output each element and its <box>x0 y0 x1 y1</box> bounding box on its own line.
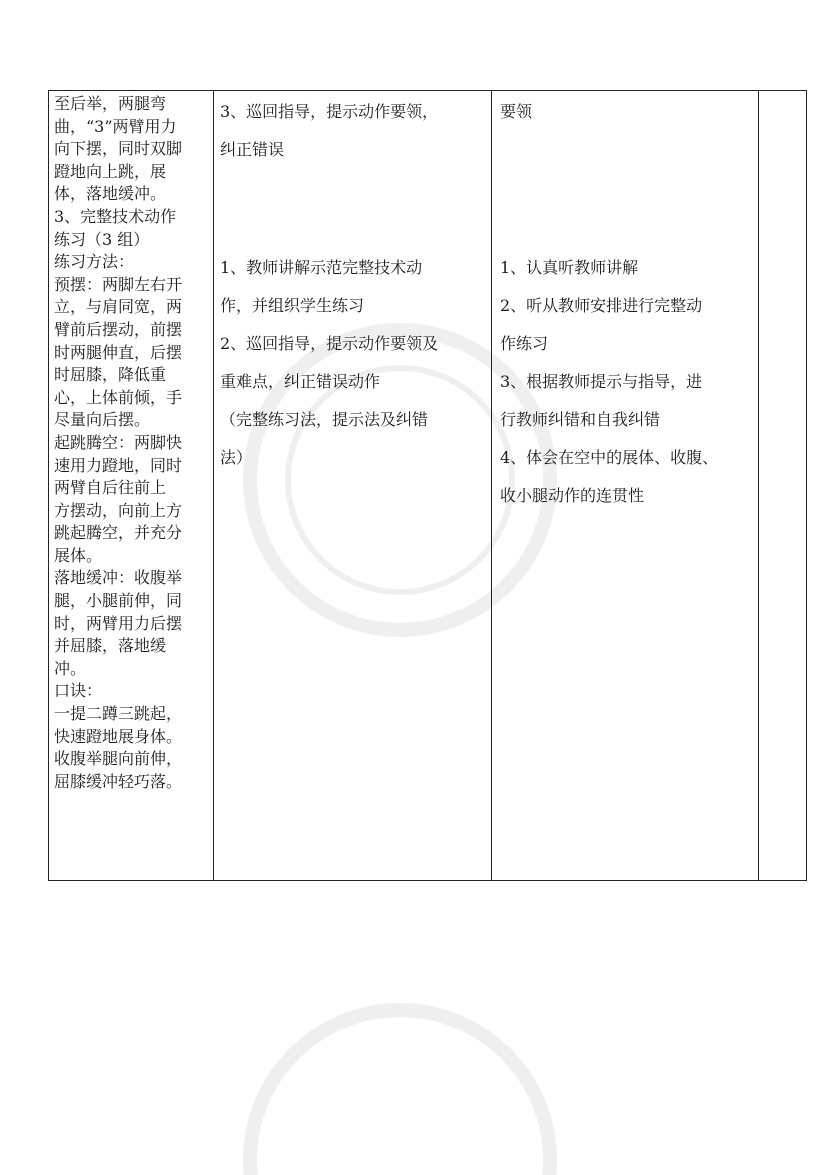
text-line: 两臂自后往前上 <box>54 478 167 498</box>
text-line: 时两腿伸直，后摆 <box>54 342 183 362</box>
text-line: 3、巡回指导，提示动作要领， <box>220 102 439 121</box>
text-line: 展体。 <box>54 545 103 565</box>
text-line: 体，落地缓冲。 <box>54 184 167 204</box>
text-line: 收腹举腿向前伸， <box>54 749 183 769</box>
text-line: 作练习 <box>500 334 549 353</box>
text-line: 1、认真听教师讲解 <box>500 258 639 277</box>
text-line: 屈膝缓冲轻巧落。 <box>54 771 183 791</box>
student-activity-text <box>492 91 758 515</box>
text-line: 练习（3 组） <box>54 229 150 249</box>
text-line: 3、根据教师提示与指导，进 <box>500 372 703 391</box>
method-text <box>49 91 213 793</box>
text-line: 口诀： <box>54 681 103 701</box>
text-line: 作，并组织学生练习 <box>220 296 365 315</box>
text-line: 方摆动，向前上方 <box>54 500 183 520</box>
text-line: 尽量向后摆。 <box>54 410 151 430</box>
student-block-2 <box>500 249 754 515</box>
watermark-ring-bottom <box>189 949 610 1175</box>
text-line: 快速蹬地展身体。 <box>54 726 183 746</box>
text-line: 收小腿动作的连贯性 <box>500 486 645 505</box>
text-line: 曲，“3”两臂用力 <box>54 116 177 136</box>
text-line: 1、教师讲解示范完整技术动 <box>220 258 423 277</box>
teacher-activity-text <box>214 91 491 477</box>
text-line: 法） <box>220 448 253 467</box>
text-line: 2、巡回指导，提示动作要领及 <box>220 334 439 353</box>
text-line: 时，两臂用力后摆 <box>54 613 183 633</box>
text-line: 起跳腾空：两脚快 <box>54 432 183 452</box>
text-line: 4、体会在空中的展体、收腹、 <box>500 448 719 467</box>
text-line: 至后举，两腿弯 <box>54 94 167 113</box>
text-line: 重难点，纠正错误动作 <box>220 372 381 391</box>
teacher-block-1 <box>220 91 485 169</box>
text-line: 时屈膝，降低重 <box>54 365 167 385</box>
text-line: 纠正错误 <box>220 140 285 159</box>
teacher-block-2 <box>220 249 485 477</box>
text-line: 行教师纠错和自我纠错 <box>500 410 661 429</box>
text-line: 立，与肩同宽，两 <box>54 297 183 317</box>
text-line: 心，上体前倾，手 <box>54 387 183 407</box>
text-line: （完整练习法，提示法及纠错 <box>220 410 429 429</box>
lesson-table <box>48 90 807 881</box>
method-cell <box>49 91 214 881</box>
student-activity-cell <box>492 91 759 881</box>
text-line: 3、完整技术动作 <box>54 206 177 226</box>
notes-cell <box>759 91 807 881</box>
text-line: 并屈膝，落地缓 <box>54 636 167 656</box>
text-line: 练习方法： <box>54 252 135 272</box>
text-line: 速用力蹬地，同时 <box>54 455 183 475</box>
student-block-1 <box>500 91 754 131</box>
text-line: 要领 <box>500 102 533 121</box>
text-line: 预摆：两脚左右开 <box>54 274 183 294</box>
text-line: 跳起腾空，并充分 <box>54 523 183 543</box>
text-line: 冲。 <box>54 658 87 678</box>
text-line: 落地缓冲：收腹举 <box>54 568 183 588</box>
text-line: 一提二蹲三跳起， <box>54 704 183 724</box>
teacher-activity-cell <box>214 91 492 881</box>
text-line: 蹬地向上跳，展 <box>54 161 167 181</box>
text-line: 臂前后摆动，前摆 <box>54 319 183 339</box>
text-line: 2、听从教师安排进行完整动 <box>500 296 703 315</box>
text-line: 腿，小腿前伸，同 <box>54 591 183 611</box>
table-row <box>49 91 807 881</box>
text-line: 向下摆，同时双脚 <box>54 139 183 159</box>
